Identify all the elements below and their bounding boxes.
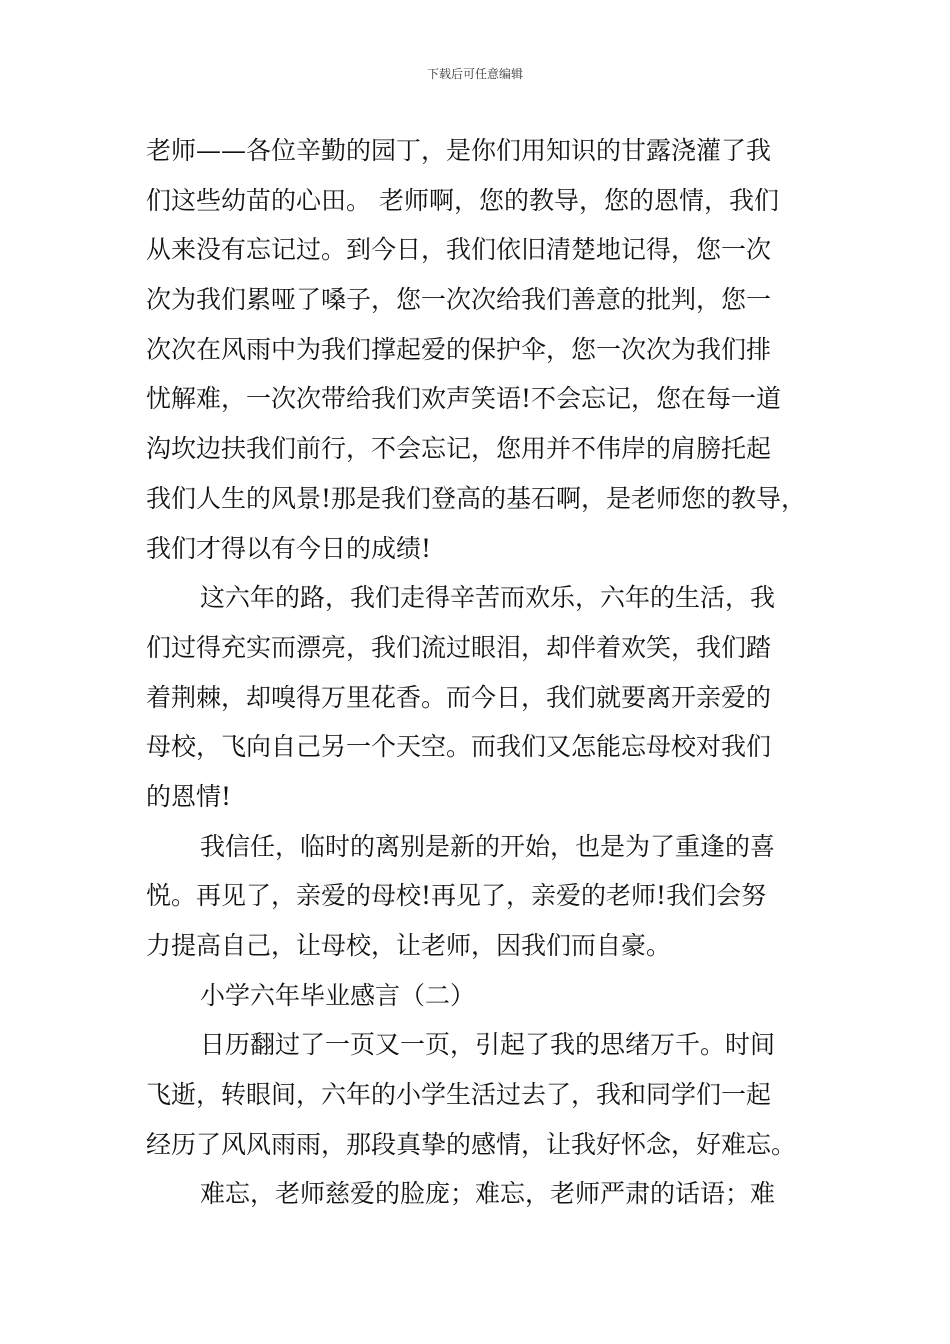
text-line: 日历翻过了一页又一页，引起了我的思绪万千。时间	[200, 1030, 776, 1060]
text-line: 忧解难，一次次带给我们欢声笑语!不会忘记，您在每一道	[146, 384, 782, 414]
text-line: 们这些幼苗的心田。 老师啊，您的教导，您的恩情，我们	[146, 185, 779, 215]
text-line: 着荆棘，却嗅得万里花香。而今日，我们就要离开亲爱的	[146, 682, 772, 712]
text-line: 飞逝，转眼间，六年的小学生活过去了，我和同学们一起	[146, 1080, 772, 1110]
text-line: 老师——各位辛勤的园丁，是你们用知识的甘露浇灌了我	[146, 136, 772, 165]
section-heading: 小学六年毕业感言（二）	[200, 980, 476, 1010]
text-line: 次为我们累哑了嗓子，您一次次给我们善意的批判，您一	[146, 285, 772, 315]
text-line: 这六年的路，我们走得辛苦而欢乐，六年的生活，我	[200, 583, 776, 613]
text-line: 沟坎边扶我们前行，不会忘记，您用并不伟岸的肩膀托起	[146, 434, 772, 464]
text-line: 力提高自己，让母校，让老师，因我们而自豪。	[146, 931, 672, 960]
document-body	[146, 126, 810, 1219]
text-line: 从来没有忘记过。到今日，我们依旧清楚地记得，您一次	[146, 235, 772, 265]
text-line: 的恩情!	[146, 781, 232, 811]
text-line: 我们才得以有今日的成绩!	[146, 533, 432, 563]
page-header: 下载后可任意编辑	[426, 67, 523, 81]
text-line: 我们人生的风景!那是我们登高的基石啊，是老师您的教导，	[146, 483, 807, 513]
text-line: 悦。再见了，亲爱的母校!再见了，亲爱的老师!我们会努	[146, 881, 767, 911]
text-line: 经历了风风雨雨，那段真挚的感情，让我好怀念，好难忘。	[146, 1129, 797, 1159]
text-line: 难忘，老师慈爱的脸庞；难忘，老师严肃的话语；难	[200, 1179, 776, 1209]
text-line: 母校，飞向自己另一个天空。而我们又怎能忘母校对我们	[146, 732, 772, 762]
text-line: 我信任，临时的离别是新的开始，也是为了重逢的喜	[200, 831, 776, 861]
text-line: 次次在风雨中为我们撑起爱的保护伞，您一次次为我们排	[146, 334, 772, 364]
text-line: 们过得充实而漂亮，我们流过眼泪，却伴着欢笑，我们踏	[146, 632, 772, 662]
